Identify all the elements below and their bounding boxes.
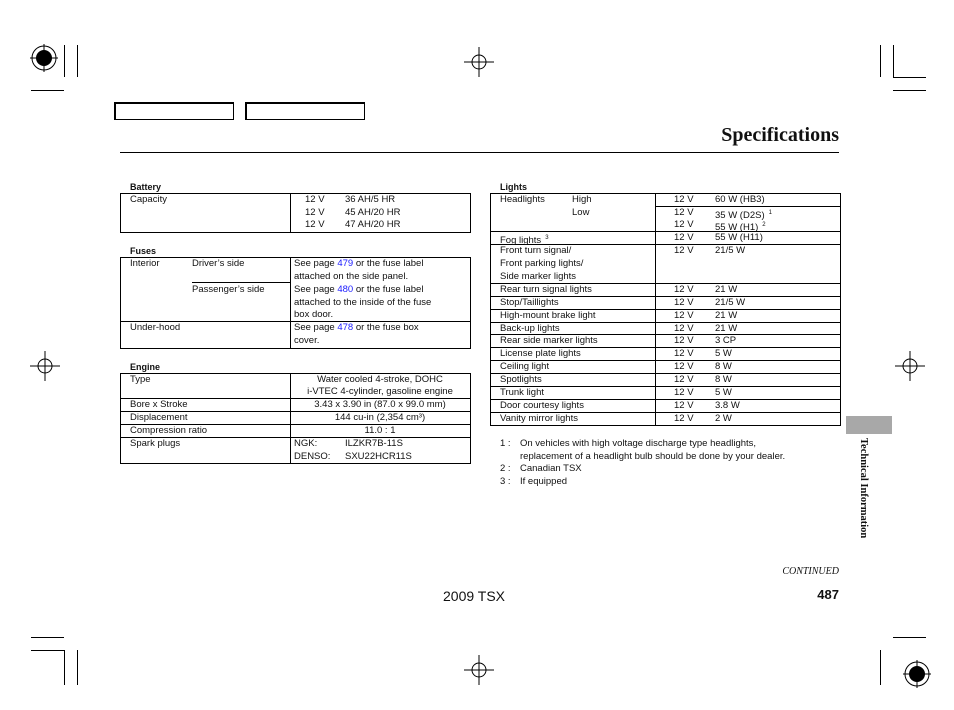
- light-voltage: 12 V: [674, 207, 694, 218]
- light-wattage: 60 W (HB3): [715, 194, 765, 205]
- page-title: Specifications: [721, 124, 839, 146]
- divider: [192, 282, 290, 283]
- battery-voltage: 12 V: [305, 219, 325, 230]
- light-name: Back-up lights: [500, 322, 560, 334]
- front-lights-label: Front parking lights/: [500, 258, 584, 269]
- divider: [290, 193, 291, 232]
- section-tab-label: Technical Information: [858, 438, 869, 539]
- light-name: Spotlights: [500, 373, 542, 385]
- light-wattage: 21 W: [715, 284, 738, 295]
- footnote-text: If equipped: [520, 476, 568, 487]
- light-name: Trunk light: [500, 386, 544, 398]
- light-name: Vanity mirror lights: [500, 412, 578, 424]
- light-wattage: 21/5 W: [715, 296, 746, 308]
- battery-capacity-value: 36 AH/5 HR: [345, 194, 396, 205]
- light-voltage: 12 V: [674, 296, 694, 308]
- crop-mark: [893, 637, 926, 638]
- light-voltage: 12 V: [674, 284, 694, 295]
- registration-target-icon: [903, 660, 931, 688]
- crop-mark: [77, 45, 78, 77]
- fog-lights-label: Fog lights $^3$: [500, 235, 549, 247]
- fuses-underhood-text: cover.: [294, 335, 320, 346]
- battery-capacity-label: Capacity: [130, 194, 167, 205]
- page-number: 487: [817, 587, 839, 602]
- fuses-passenger-text: box door.: [294, 309, 334, 320]
- light-voltage: 12 V: [674, 373, 694, 385]
- light-voltage: 12 V: [674, 322, 694, 334]
- crop-mark: [31, 650, 64, 651]
- lights-heading: Lights: [500, 182, 527, 192]
- light-name: License plate lights: [500, 348, 581, 360]
- crop-mark: [880, 650, 881, 685]
- light-name: Stop/Taillights: [500, 296, 559, 308]
- engine-compression-label: Compression ratio: [130, 425, 208, 436]
- fuses-driver-text: attached on the side panel.: [294, 271, 409, 282]
- divider: [290, 257, 291, 348]
- title-rule: [120, 152, 839, 153]
- crop-mark: [77, 650, 78, 685]
- spark-brand: NGK:: [294, 438, 318, 449]
- battery-table: [120, 193, 471, 233]
- battery-voltage: 12 V: [305, 194, 325, 205]
- footnote-number: 3 :: [500, 476, 511, 487]
- crop-mark: [893, 90, 926, 91]
- light-voltage: 12 V: [674, 335, 694, 347]
- crop-mark: [31, 637, 64, 638]
- light-voltage: 12 V: [674, 412, 694, 424]
- light-wattage: 3.8 W: [715, 399, 740, 411]
- fuses-heading: Fuses: [130, 246, 157, 256]
- light-voltage: 12 V: [674, 399, 694, 411]
- light-wattage: 55 W (H1) $^2$: [715, 222, 766, 234]
- divider: [490, 373, 840, 374]
- page-link-479[interactable]: 479: [337, 258, 354, 269]
- fuses-interior-label: Interior: [130, 258, 160, 269]
- footnote-text: On vehicles with high voltage discharge type headlights,: [520, 438, 757, 449]
- fuses-underhood-label: Under-hood: [130, 322, 181, 333]
- page-link-480[interactable]: 480: [337, 284, 354, 295]
- engine-type-value: Water cooled 4-stroke, DOHC: [317, 374, 443, 385]
- light-wattage: 2 W: [715, 412, 732, 424]
- front-lights-label: Side marker lights: [500, 271, 577, 282]
- nav-button-previous[interactable]: [114, 102, 234, 120]
- spark-part: SXU22HCR11S: [345, 451, 412, 462]
- engine-type-label: Type: [130, 374, 151, 385]
- crop-mark: [31, 90, 64, 91]
- engine-type-value: i-VTEC 4-cylinder, gasoline engine: [307, 386, 453, 397]
- fuses-passenger-text: attached to the inside of the fuse: [294, 297, 432, 308]
- light-voltage: 12 V: [674, 219, 694, 230]
- crosshair-icon: [464, 655, 494, 685]
- engine-spark-label: Spark plugs: [130, 438, 181, 449]
- light-voltage: 12 V: [674, 245, 694, 256]
- crop-mark: [880, 45, 881, 77]
- nav-button-next[interactable]: [245, 102, 365, 120]
- light-voltage: 12 V: [674, 309, 694, 321]
- light-wattage: 5 W: [715, 386, 732, 398]
- headlights-low-label: Low: [572, 207, 590, 218]
- footnote-number: 2 :: [500, 463, 511, 474]
- crop-mark: [64, 45, 65, 77]
- light-wattage: 35 W (D2S) $^1$: [715, 210, 772, 222]
- engine-compression-value: 11.0 : 1: [364, 425, 396, 436]
- light-name: Rear turn signal lights: [500, 284, 592, 295]
- battery-capacity-value: 47 AH/20 HR: [345, 219, 401, 230]
- headlights-high-label: High: [572, 194, 592, 205]
- light-wattage: 5 W: [715, 348, 732, 360]
- light-wattage: 55 W (H11): [715, 232, 763, 243]
- engine-heading: Engine: [130, 362, 161, 372]
- engine-bore-label: Bore x Stroke: [130, 399, 188, 410]
- light-name: Ceiling light: [500, 361, 550, 373]
- footnote-text: replacement of a headlight bulb should be done by your dealer.: [520, 451, 786, 462]
- front-lights-label: Front turn signal/: [500, 245, 572, 256]
- light-name: High-mount brake light: [500, 309, 596, 321]
- light-wattage: 8 W: [715, 373, 732, 385]
- light-voltage: 12 V: [674, 386, 694, 398]
- engine-bore-value: 3.43 x 3.90 in (87.0 x 99.0 mm): [314, 399, 446, 410]
- headlights-label: Headlights: [500, 194, 545, 205]
- page-link-478[interactable]: 478: [337, 322, 354, 333]
- crop-mark: [893, 77, 926, 78]
- battery-capacity-value: 45 AH/20 HR: [345, 207, 401, 218]
- continued-label: CONTINUED: [782, 566, 839, 577]
- crop-mark: [64, 650, 65, 685]
- battery-voltage: 12 V: [305, 207, 325, 218]
- model-label: 2009 TSX: [443, 588, 506, 604]
- footnote-number: 1 :: [500, 438, 511, 449]
- light-voltage: 12 V: [674, 232, 694, 243]
- light-voltage: 12 V: [674, 194, 694, 205]
- light-voltage: 12 V: [674, 361, 694, 373]
- light-voltage: 12 V: [674, 348, 694, 360]
- light-wattage: 3 CP: [715, 335, 737, 347]
- battery-heading: Battery: [130, 182, 162, 192]
- fuses-passenger-text: See page 480 or the fuse label: [294, 284, 424, 295]
- crosshair-icon: [30, 351, 60, 381]
- section-tab[interactable]: [846, 416, 892, 434]
- fuses-driver-label: Driver’s side: [192, 258, 245, 269]
- crosshair-icon: [464, 47, 494, 77]
- fuses-passenger-label: Passenger’s side: [192, 284, 265, 295]
- spark-part: ILZKR7B-11S: [345, 438, 403, 449]
- spark-brand: DENSO:: [294, 451, 331, 462]
- fuses-underhood-text: See page 478 or the fuse box: [294, 322, 419, 333]
- registration-target-icon: [30, 44, 58, 72]
- light-wattage: 8 W: [715, 361, 732, 373]
- crop-mark: [893, 45, 894, 77]
- light-wattage: 21 W: [715, 322, 738, 334]
- light-wattage: 21 W: [715, 309, 738, 321]
- crosshair-icon: [895, 351, 925, 381]
- light-name: Rear side marker lights: [500, 335, 598, 347]
- engine-displacement-value: 144 cu-in (2,354 cm³): [334, 412, 426, 423]
- light-name: Door courtesy lights: [500, 399, 584, 411]
- engine-displacement-label: Displacement: [130, 412, 188, 423]
- light-wattage: 21/5 W: [715, 245, 746, 256]
- footnote-text: Canadian TSX: [520, 463, 582, 474]
- fuses-driver-text: See page 479 or the fuse label: [294, 258, 424, 269]
